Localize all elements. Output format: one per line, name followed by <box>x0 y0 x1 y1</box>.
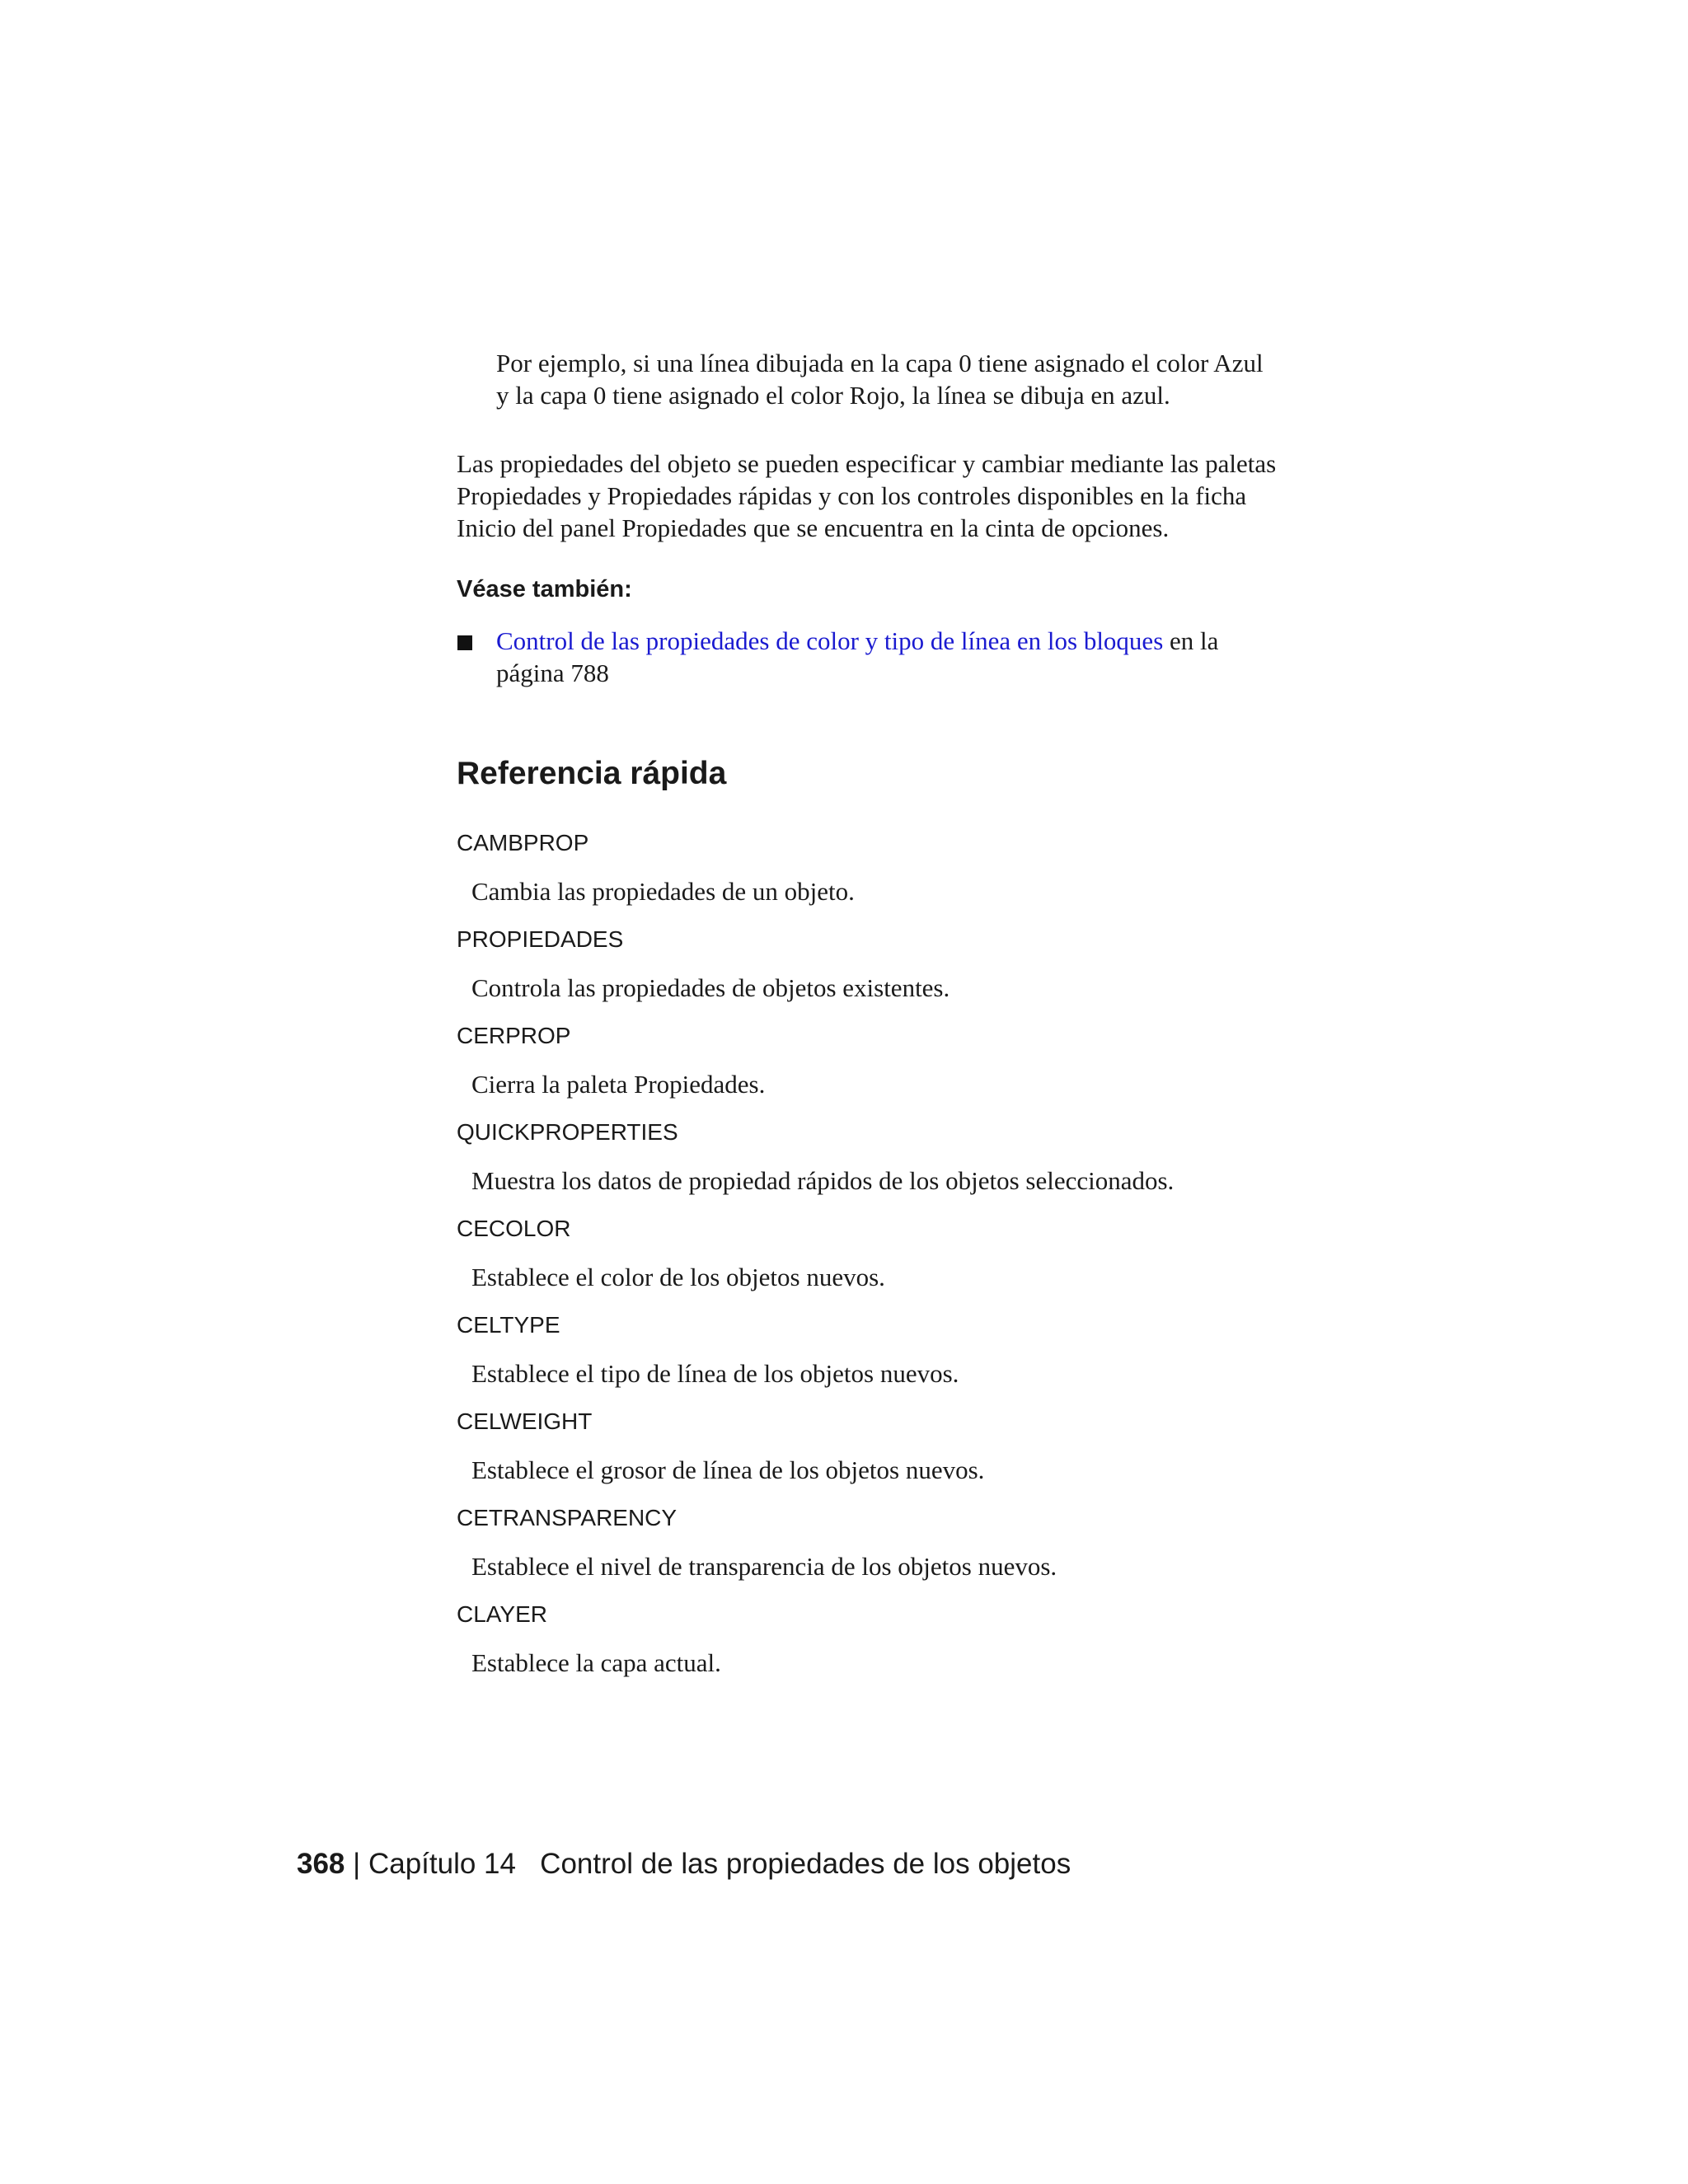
command-name: PROPIEDADES <box>457 926 624 952</box>
command-description: Establece el nivel de transparencia de los objetos nuevos. <box>471 1552 1057 1581</box>
command-name: CLAYER <box>457 1601 547 1627</box>
command-description: Establece la capa actual. <box>471 1648 721 1677</box>
intro-paragraph <box>457 448 1347 544</box>
see-also-page-ref: página 788 <box>496 658 609 687</box>
command-name: CECOLOR <box>457 1216 571 1241</box>
command-description: Cierra la paleta Propiedades. <box>471 1070 766 1099</box>
page-number: 368 <box>297 1848 345 1880</box>
command-description: Controla las propiedades de objetos existentes. <box>471 973 950 1002</box>
command-name: QUICKPROPERTIES <box>457 1119 678 1145</box>
example-paragraph-line: Por ejemplo, si una línea dibujada en la capa 0 tiene asignado el color Azul <box>496 349 1264 377</box>
intro-paragraph-line: Inicio del panel Propiedades que se encuentra en la cinta de opciones. <box>457 513 1170 542</box>
see-also-suffix: en la <box>1163 626 1219 655</box>
command-name: CETRANSPARENCY <box>457 1505 678 1530</box>
footer-separator: | <box>345 1848 368 1880</box>
quick-reference-heading: Referencia rápida <box>457 756 727 791</box>
see-also-list <box>457 625 1347 689</box>
footer-title: Control de las propiedades de los objetos <box>540 1848 1071 1880</box>
command-name: CELWEIGHT <box>457 1408 593 1434</box>
intro-paragraph-line: Propiedades y Propiedades rápidas y con los controles disponibles en la ficha <box>457 481 1247 510</box>
square-bullet-icon <box>457 635 472 650</box>
command-description: Cambia las propiedades de un objeto. <box>471 877 855 906</box>
footer-chapter: Capítulo 14 <box>368 1848 516 1880</box>
command-name: CERPROP <box>457 1023 571 1048</box>
intro-paragraph-line: Las propiedades del objeto se pueden especificar y cambiar mediante las paletas <box>457 449 1277 478</box>
see-also-link[interactable]: Control de las propiedades de color y tipo de línea en los bloques <box>496 626 1164 655</box>
command-description: Muestra los datos de propiedad rápidos de los objetos seleccionados. <box>471 1166 1175 1195</box>
page-footer <box>297 1846 1071 1882</box>
command-description: Establece el tipo de línea de los objetos nuevos. <box>471 1359 959 1388</box>
command-description: Establece el color de los objetos nuevos. <box>471 1263 885 1291</box>
see-also-heading: Véase también: <box>457 576 632 602</box>
example-paragraph-line: y la capa 0 tiene asignado el color Rojo, la línea se dibuja en azul. <box>496 381 1170 410</box>
see-also-item <box>457 625 1347 689</box>
example-paragraph <box>496 347 1345 411</box>
command-description: Establece el grosor de línea de los objetos nuevos. <box>471 1455 985 1484</box>
command-name: CAMBPROP <box>457 830 589 855</box>
command-name: CELTYPE <box>457 1312 560 1338</box>
